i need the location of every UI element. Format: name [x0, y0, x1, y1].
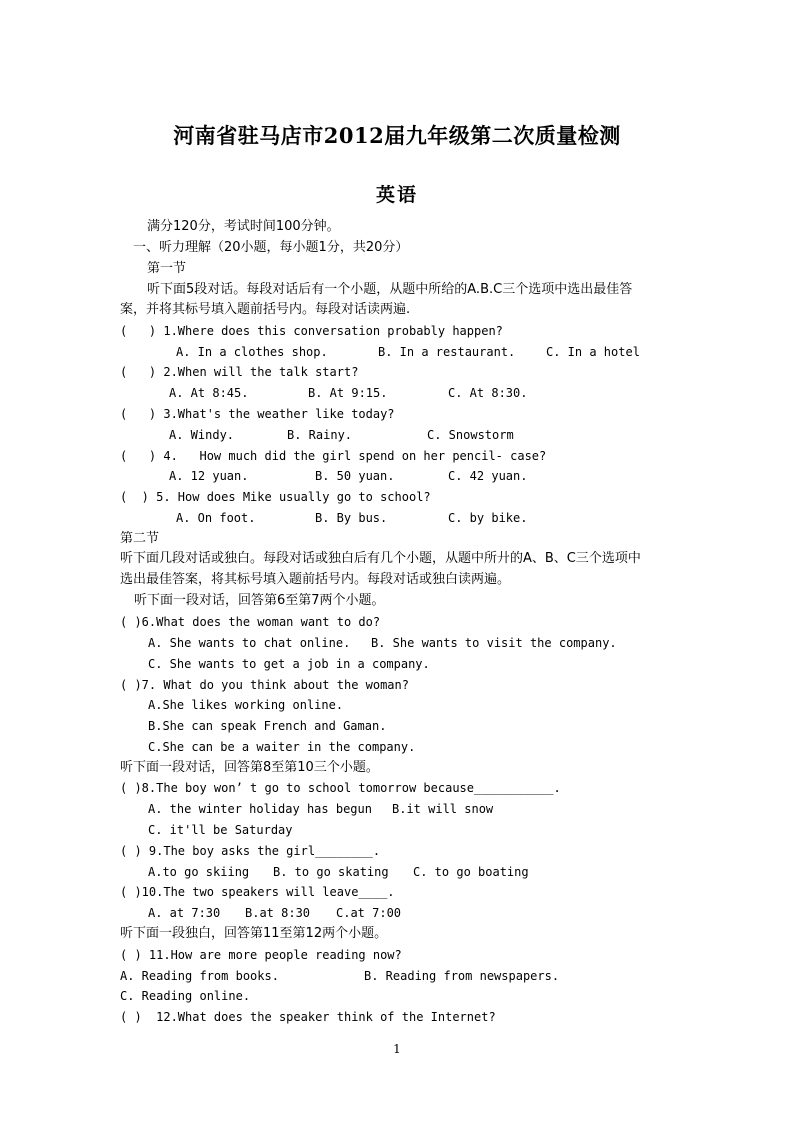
- q11-option-a: A. Reading from books.: [120, 969, 279, 983]
- question-4: ( ) 4. How much did the girl spend on her pencil- case?: [120, 449, 547, 463]
- question-11: ( ) 11.How are more people reading now?: [120, 948, 402, 962]
- q1-option-a: A. In a clothes shop.: [176, 345, 328, 359]
- document-title: 河南省驻马店市2012届九年级第二次质量检测: [173, 123, 621, 148]
- question-12: ( ) 12.What does the speaker think of the Internet?: [120, 1010, 496, 1024]
- section1-instruction-line2: 案，并将其标号填入题前括号内。每段对话读两遍.: [120, 302, 411, 317]
- question-1: ( ) 1.Where does this conversation probably happen?: [120, 324, 503, 338]
- q8-option-c: C. it'll be Saturday: [148, 823, 293, 837]
- q4-option-c: C. 42 yuan.: [448, 469, 528, 483]
- section2-heading: 第二节: [120, 531, 160, 546]
- q3-option-c: C. Snowstorm: [427, 428, 514, 442]
- question-10: ( )10.The two speakers will leave____.: [120, 885, 395, 899]
- exam-intro: 满分120分，考试时间100分钟。: [147, 219, 340, 234]
- q4-option-b: B. 50 yuan.: [315, 469, 395, 483]
- q5-option-c: C. by bike.: [448, 511, 528, 525]
- question-9: ( ) 9.The boy asks the girl________.: [120, 844, 381, 858]
- monologue-instruction: 听下面一段独白，回答第11至第12两个小题。: [120, 926, 388, 941]
- page-number: 1: [393, 1042, 401, 1056]
- q11-option-c: C. Reading online.: [120, 989, 251, 1003]
- q8-option-a: A. the winter holiday has begun: [148, 802, 372, 816]
- section2-instruction-line2: 选出最佳答案，将其标号填入题前括号内。每段对话或独白读两遍。: [120, 572, 511, 587]
- dialog-2-instruction: 听下面一段对话，回答第8至第10三个小题。: [120, 760, 379, 775]
- q9-option-c: C. to go boating: [413, 865, 529, 879]
- q6-option-a: A. She wants to chat online.: [148, 636, 351, 650]
- q9-option-a: A.to go skiing: [148, 865, 250, 879]
- question-5: ( ) 5. How does Mike usually go to school?: [120, 490, 431, 504]
- q2-option-a: A. At 8:45.: [169, 386, 249, 400]
- q11-option-b: B. Reading from newspapers.: [364, 969, 560, 983]
- question-7: ( )7. What do you think about the woman?: [120, 678, 409, 692]
- question-6: ( )6.What does the woman want to do?: [120, 615, 381, 629]
- q8-option-b: B.it will snow: [392, 802, 494, 816]
- q1-option-b: B. In a restaurant.: [378, 345, 516, 359]
- q1-option-c: C. In a hotel: [546, 345, 640, 359]
- q7-option-b: B.She can speak French and Gaman.: [148, 719, 387, 733]
- q6-option-c: C. She wants to get a job in a company.: [148, 657, 430, 671]
- question-2: ( ) 2.When will the talk start?: [120, 365, 359, 379]
- q3-option-b: B. Rainy.: [287, 428, 353, 442]
- section2-instruction-line1: 听下面几段对话或独白。每段对话或独白后有几个小题，从题中所廾的A、B、C三个选项中: [120, 551, 641, 566]
- q5-option-a: A. On foot.: [176, 511, 256, 525]
- q10-option-b: B.at 8:30: [245, 906, 311, 920]
- subject-title: 英语: [375, 184, 418, 206]
- question-8: ( )8.The boy won’ t go to school tomorrow because___________.: [120, 781, 561, 795]
- q9-option-b: B. to go skating: [273, 865, 389, 879]
- section1-heading: 第一节: [147, 261, 187, 276]
- q10-option-a: A. at 7:30: [148, 906, 221, 920]
- q4-option-a: A. 12 yuan.: [169, 469, 249, 483]
- part1-heading: 一、听力理解（20小题，每小题1分，共20分）: [133, 240, 409, 255]
- q5-option-b: B. By bus.: [315, 511, 388, 525]
- q6-option-b: B. She wants to visit the company.: [371, 636, 617, 650]
- section1-instruction-line1: 听下面5段对话。每段对话后有一个小题，从题中所给的A.B.C三个选项中选出最佳答: [147, 282, 633, 297]
- question-3: ( ) 3.What's the weather like today?: [120, 407, 395, 421]
- q7-option-a: A.She likes working online.: [148, 698, 344, 712]
- q10-option-c: C.at 7:00: [336, 906, 402, 920]
- q2-option-b: B. At 9:15.: [308, 386, 388, 400]
- dialog-1-instruction: 听下面一段对话，回答第6至第7两个小题。: [134, 593, 385, 608]
- q7-option-c: C.She can be a waiter in the company.: [148, 740, 416, 754]
- q3-option-a: A. Windy.: [169, 428, 235, 442]
- q2-option-c: C. At 8:30.: [448, 386, 528, 400]
